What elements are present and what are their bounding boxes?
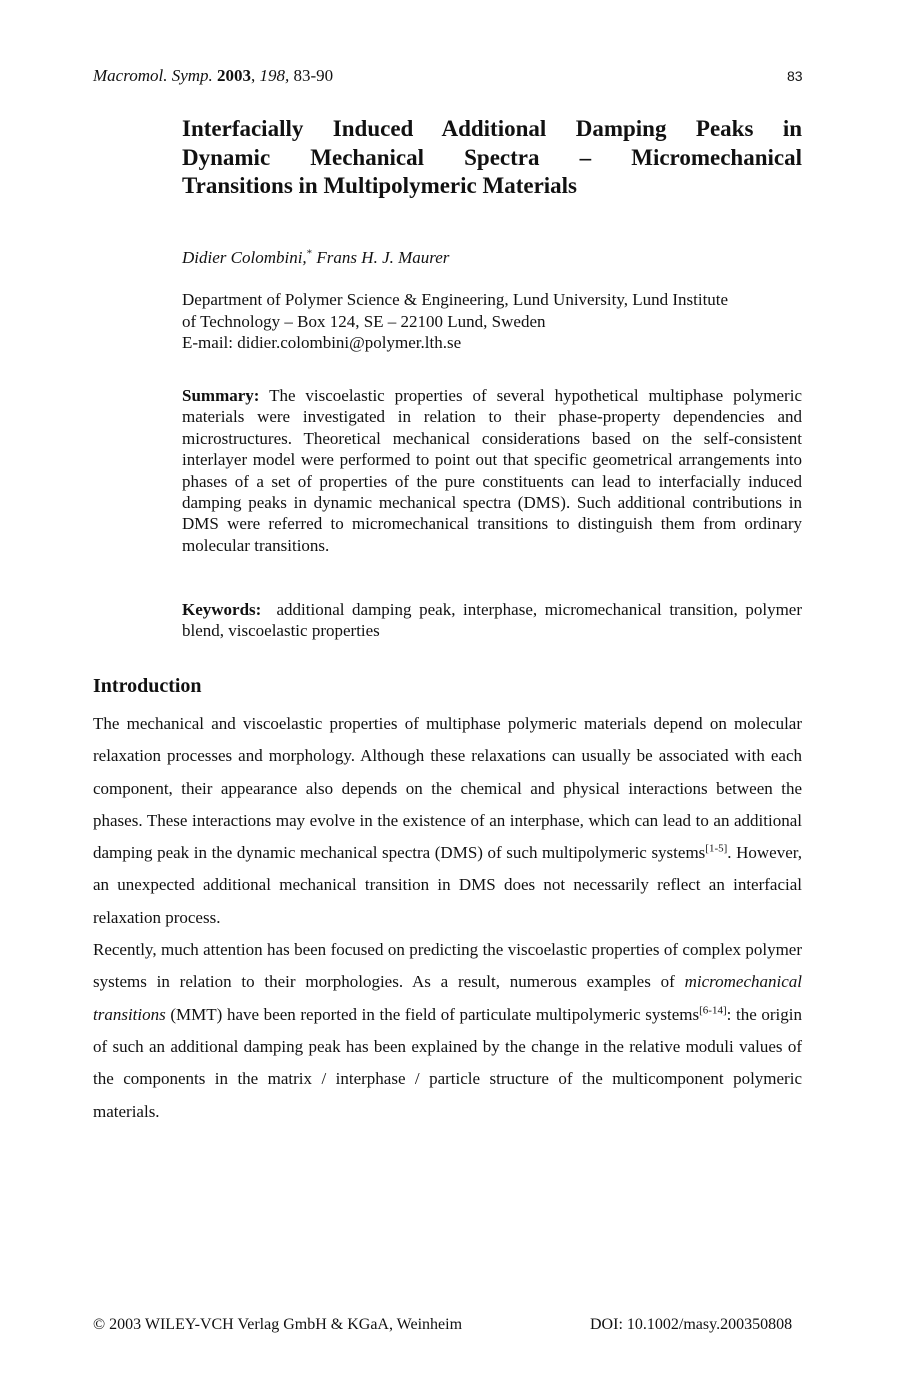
page-number: 83 <box>787 68 803 84</box>
journal-volume: 198, <box>259 66 290 85</box>
running-header: Macromol. Symp. 2003, 198, 83-90 <box>93 66 334 85</box>
title-line: Transitions in Multipolymeric Materials <box>182 173 578 198</box>
doi: DOI: 10.1002/masy.200350808 <box>590 1316 793 1333</box>
affiliation <box>182 289 802 354</box>
keywords-text: additional damping peak, interphase, micromechanical transition, polymer blend, viscoelastic properties <box>182 600 803 641</box>
author-name: Didier Colombini, <box>182 248 307 267</box>
summary-text: The viscoelastic properties of several hypothetical multiphase polymeric materials were investigated in relation to their phase-property dependencies and microstructures. Theoretical mechanical considerations based on the self-consistent interlayer model were performed to point out that specific geometrical arrangements into phases of a set of properties of the pure constituents can lead to interfacially induced damping peaks in dynamic mechanical spectra (DMS). Such additional contributions in DMS were referred to micromechanical transitions to distinguish them from ordinary molecular transitions. <box>182 386 802 555</box>
copyright-notice: © 2003 WILEY-VCH Verlag GmbH & KGaA, Weinheim <box>93 1316 463 1333</box>
paper-title <box>182 115 802 201</box>
section-heading: Introduction <box>93 675 202 697</box>
email-address: E-mail: didier.colombini@polymer.lth.se <box>182 333 462 352</box>
paragraph-text: Recently, much attention has been focused on predicting the viscoelastic properties of complex polymer systems in relation to their morphologies. As a result, numerous examples of <box>93 940 802 992</box>
citation: [6-14] <box>699 1004 727 1017</box>
abstract <box>182 385 802 556</box>
author-list <box>182 248 449 268</box>
paragraph-text: . However, an unexpected additional mechanical transition in DMS does not necessarily reflect an interfacial relaxation process. <box>93 843 802 927</box>
keywords-label: Keywords: <box>182 600 262 619</box>
summary-label: Summary: <box>182 386 260 405</box>
paragraph-text: : the origin of such an additional damping peak has been explained by the change in the relative moduli values of the components in the matrix / interphase / particle structure of the multicomponent polymeric materials. <box>93 1004 802 1121</box>
citation: [1-5] <box>705 842 728 855</box>
journal-year: 2003 <box>217 66 252 85</box>
introduction-body <box>93 708 802 1128</box>
corresponding-author-mark: * <box>306 247 313 260</box>
author-name: Frans H. J. Maurer <box>316 248 450 267</box>
title-line: Dynamic Mechanical Spectra – Micromechanical <box>182 144 802 170</box>
keywords <box>182 599 802 642</box>
paragraph-text: (MMT) have been reported in the field of particulate multipolymeric systems <box>165 1004 700 1024</box>
title-line: Interfacially Induced Additional Damping Peaks in <box>182 116 802 141</box>
paragraph-text: The mechanical and viscoelastic properties of multiphase polymeric materials depend on molecular relaxation processes and morphology. Although these relaxations can usually be associated with each component, their appearance also depends on the chemical and physical interactions between the phases. These interactions may evolve in the existence of an interphase, which can lead to an additional damping peak in the dynamic mechanical spectra (DMS) of such multipolymeric systems <box>93 714 802 863</box>
journal-name: Macromol. Symp. <box>93 66 213 85</box>
affiliation-line: Department of Polymer Science & Engineering, Lund University, Lund Institute <box>182 290 729 309</box>
affiliation-line: of Technology – Box 124, SE – 22100 Lund, Sweden <box>182 311 546 331</box>
emphasis: micromechanical transitions <box>93 972 802 1024</box>
paragraph <box>93 708 802 934</box>
paragraph <box>93 934 802 1128</box>
journal-pages: 83-90 <box>293 66 334 85</box>
